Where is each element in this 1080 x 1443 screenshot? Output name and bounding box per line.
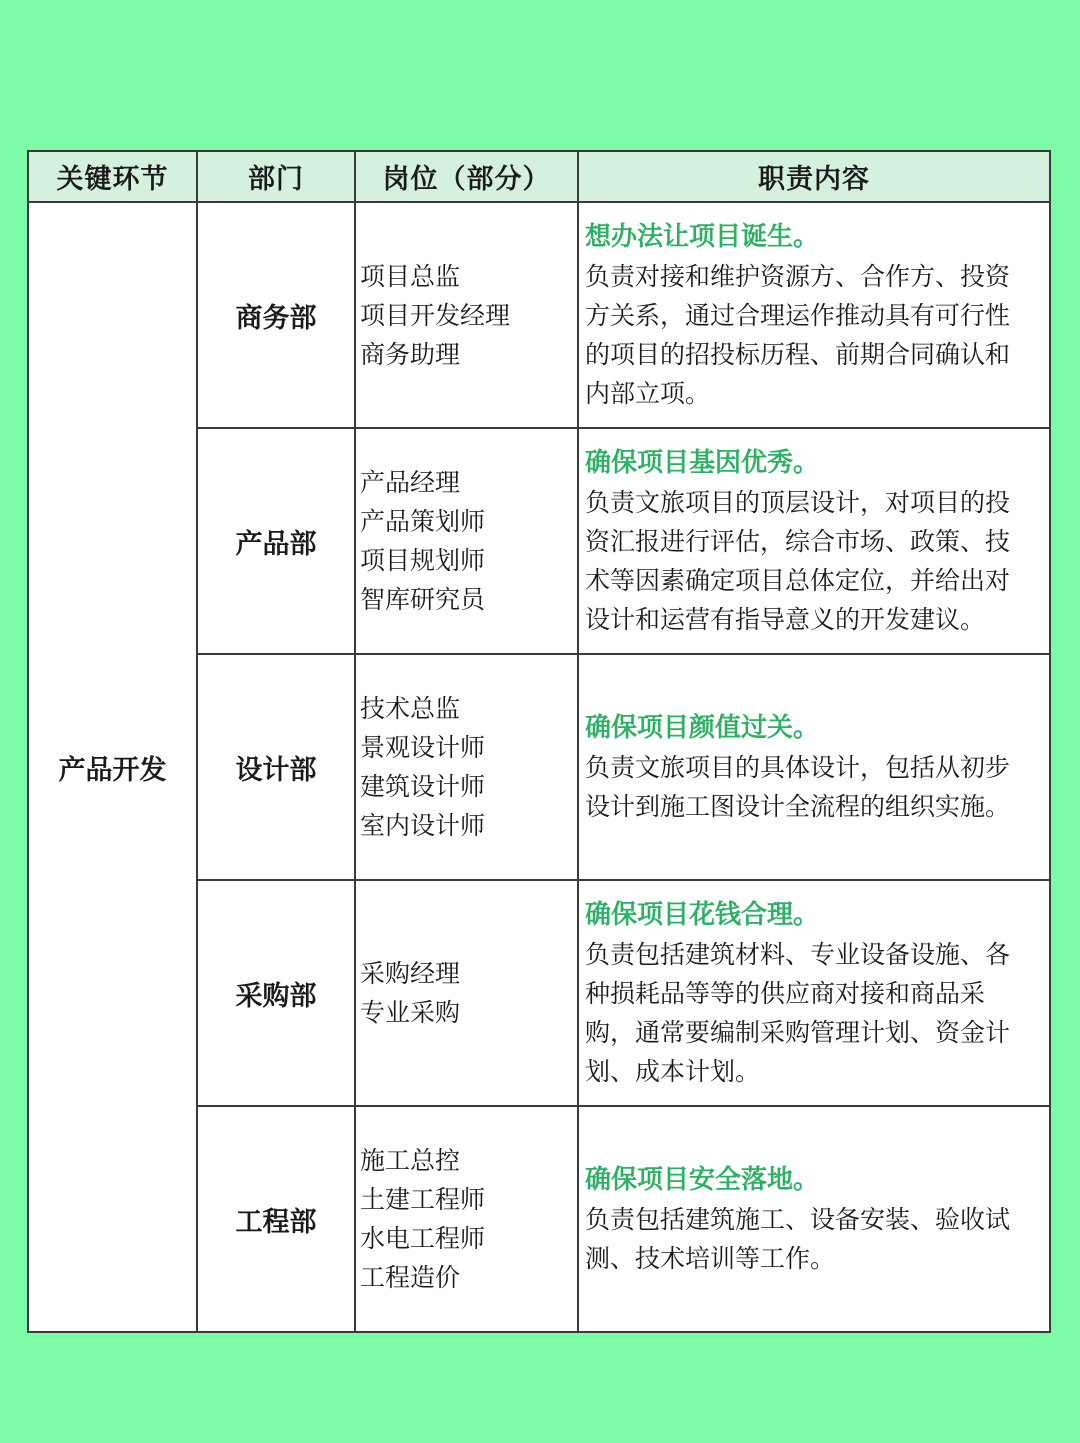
department-cell: 产品部	[197, 428, 355, 654]
org-responsibility-table	[27, 150, 1051, 1333]
role-item: 商务助理	[360, 339, 461, 369]
header-row	[28, 151, 1050, 202]
role-item: 室内设计师	[360, 811, 486, 840]
stage-cell: 产品开发	[28, 202, 197, 1332]
role-item: 采购经理	[360, 959, 461, 988]
role-item: 产品策划师	[360, 507, 486, 536]
duty-cell	[578, 428, 1050, 654]
role-item: 项目开发经理	[360, 300, 511, 330]
roles-cell	[355, 654, 578, 880]
roles-cell	[355, 880, 578, 1106]
role-item: 建筑设计师	[360, 772, 486, 801]
duty-heading: 确保项目颜值过关。	[585, 713, 820, 743]
role-item: 技术总监	[360, 694, 461, 723]
department-cell: 设计部	[197, 654, 355, 880]
duty-heading: 想办法让项目诞生。	[585, 222, 820, 252]
header-department: 部门	[197, 151, 355, 202]
department-cell: 工程部	[197, 1106, 355, 1332]
role-item: 项目规划师	[360, 546, 486, 575]
duty-cell	[578, 880, 1050, 1106]
roles-cell	[355, 428, 578, 654]
role-item: 水电工程师	[360, 1224, 486, 1253]
role-item: 景观设计师	[360, 733, 486, 762]
header-duties: 职责内容	[578, 151, 1050, 202]
duty-description: 负责文旅项目的具体设计，包括从初步设计到施工图设计全流程的组织实施。	[585, 753, 1011, 821]
department-cell: 商务部	[197, 202, 355, 428]
duty-cell	[578, 202, 1050, 428]
duty-heading: 确保项目花钱合理。	[585, 900, 820, 930]
duty-description: 负责对接和维护资源方、合作方、投资方关系，通过合理运作推动具有可行性的项目的招投标历程、前期合同确认和内部立项。	[585, 262, 1011, 408]
roles-cell	[355, 202, 578, 428]
role-item: 产品经理	[360, 468, 461, 497]
duty-heading: 确保项目基因优秀。	[585, 448, 820, 478]
role-item: 工程造价	[360, 1263, 461, 1292]
role-item: 智库研究员	[360, 585, 486, 614]
duty-description: 负责包括建筑施工、设备安装、验收试测、技术培训等工作。	[585, 1205, 1011, 1273]
roles-cell	[355, 1106, 578, 1332]
header-roles: 岗位（部分）	[355, 151, 578, 202]
header-stage: 关键环节	[28, 151, 197, 202]
role-item: 项目总监	[360, 261, 461, 291]
department-cell: 采购部	[197, 880, 355, 1106]
role-item: 专业采购	[360, 998, 461, 1027]
duty-description: 负责包括建筑材料、专业设备设施、各种损耗品等等的供应商对接和商品采购，通常要编制采购管理计划、资金计划、成本计划。	[585, 940, 1011, 1086]
role-item: 施工总控	[360, 1146, 461, 1175]
role-item: 土建工程师	[360, 1185, 486, 1214]
duty-cell	[578, 1106, 1050, 1332]
duty-cell	[578, 654, 1050, 880]
duty-heading: 确保项目安全落地。	[585, 1165, 820, 1195]
duty-description: 负责文旅项目的顶层设计，对项目的投资汇报进行评估，综合市场、政策、技术等因素确定项目总体定位，并给出对设计和运营有指导意义的开发建议。	[585, 488, 1011, 634]
table-row	[28, 202, 1050, 428]
